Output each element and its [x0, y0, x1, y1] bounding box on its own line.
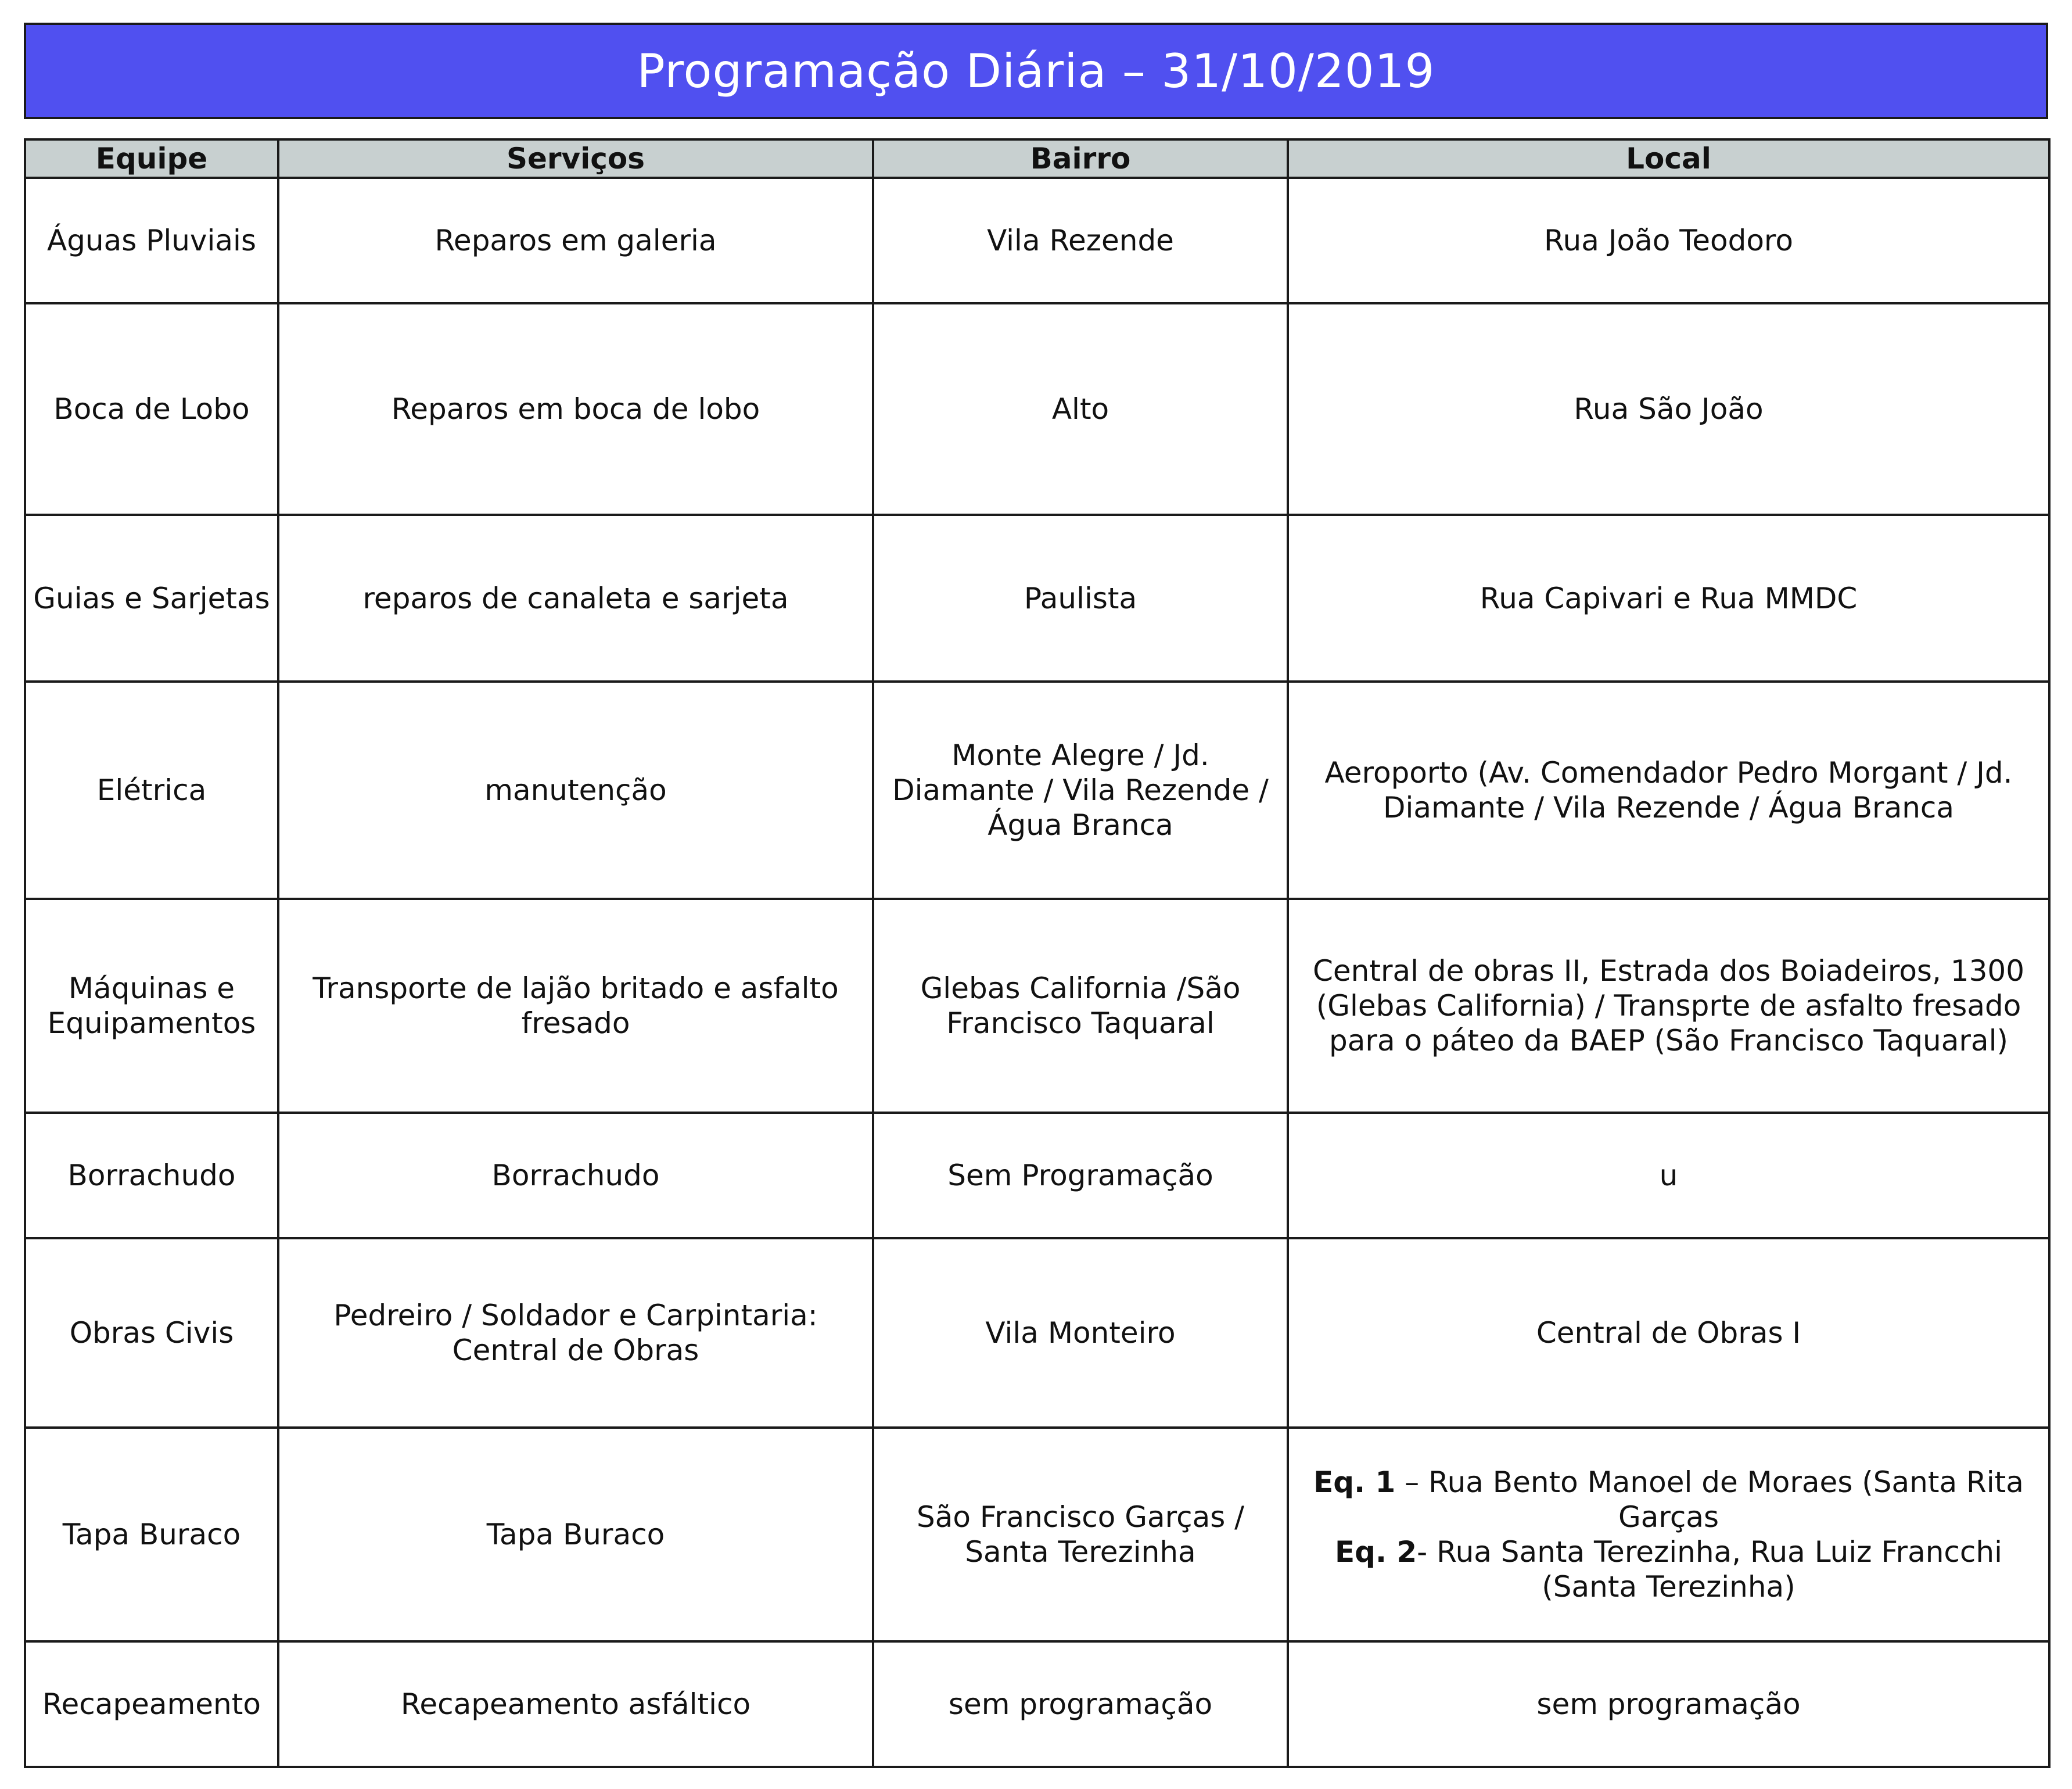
local-eq2-label: Eq. 2: [1335, 1535, 1417, 1569]
cell-local: u: [1288, 1113, 2049, 1238]
cell-local: Aeroporto (Av. Comendador Pedro Morgant / Jd. Diamante / Vila Rezende / Água Branca: [1288, 682, 2049, 899]
column-header-servicos: Serviços: [278, 139, 873, 178]
cell-servicos: reparos de canaleta e sarjeta: [278, 515, 873, 682]
page-title: Programação Diária – 31/10/2019: [24, 23, 2048, 119]
cell-bairro: Sem Programação: [873, 1113, 1288, 1238]
cell-servicos: Reparos em galeria: [278, 178, 873, 303]
table-row: [25, 899, 2049, 1113]
cell-bairro: Vila Rezende: [873, 178, 1288, 303]
cell-bairro: Paulista: [873, 515, 1288, 682]
cell-local: Central de Obras I: [1288, 1238, 2049, 1428]
cell-bairro: Vila Monteiro: [873, 1238, 1288, 1428]
cell-servicos: Recapeamento asfáltico: [278, 1641, 873, 1767]
cell-local: Rua São João: [1288, 303, 2049, 515]
local-eq2-text: - Rua Santa Terezinha, Rua Luiz Francchi (Santa Terezinha): [1417, 1535, 2002, 1604]
table-row: [25, 515, 2049, 682]
table-row: [25, 1641, 2049, 1767]
cell-local: Rua João Teodoro: [1288, 178, 2049, 303]
table-row: [25, 1238, 2049, 1428]
cell-servicos: Pedreiro / Soldador e Carpintaria: Central de Obras: [278, 1238, 873, 1428]
table-row: [25, 303, 2049, 515]
cell-bairro: Alto: [873, 303, 1288, 515]
local-eq1-text: – Rua Bento Manoel de Moraes (Santa Rita Garças: [1395, 1465, 2024, 1534]
cell-equipe: Guias e Sarjetas: [25, 515, 278, 682]
column-header-local: Local: [1288, 139, 2049, 178]
cell-equipe: Tapa Buraco: [25, 1428, 278, 1641]
cell-servicos: manutenção: [278, 682, 873, 899]
cell-bairro: São Francisco Garças / Santa Terezinha: [873, 1428, 1288, 1641]
column-header-equipe: Equipe: [25, 139, 278, 178]
cell-bairro: sem programação: [873, 1641, 1288, 1767]
cell-equipe: Borrachudo: [25, 1113, 278, 1238]
local-eq1-label: Eq. 1: [1313, 1465, 1396, 1499]
cell-local: [1288, 1428, 2049, 1641]
cell-equipe: Obras Civis: [25, 1238, 278, 1428]
cell-equipe: Máquinas e Equipamentos: [25, 899, 278, 1113]
cell-local: Central de obras II, Estrada dos Boiadeiros, 1300 (Glebas California) / Transprte de asfalto fresado para o páteo da BAEP (São Francisco Taquaral): [1288, 899, 2049, 1113]
cell-equipe: Elétrica: [25, 682, 278, 899]
cell-local: sem programação: [1288, 1641, 2049, 1767]
table-row: [25, 1113, 2049, 1238]
cell-bairro: Monte Alegre / Jd. Diamante / Vila Rezende / Água Branca: [873, 682, 1288, 899]
column-header-bairro: Bairro: [873, 139, 1288, 178]
cell-equipe: Recapeamento: [25, 1641, 278, 1767]
cell-servicos: Tapa Buraco: [278, 1428, 873, 1641]
local-eq2-line: [1295, 1535, 2042, 1604]
table-row: [25, 682, 2049, 899]
local-eq1-line: [1295, 1465, 2042, 1535]
cell-local: Rua Capivari e Rua MMDC: [1288, 515, 2049, 682]
cell-equipe: Boca de Lobo: [25, 303, 278, 515]
schedule-table: [24, 138, 2051, 1768]
cell-bairro: Glebas California /São Francisco Taquaral: [873, 899, 1288, 1113]
cell-equipe: Águas Pluviais: [25, 178, 278, 303]
table-row: [25, 178, 2049, 303]
table-header-row: [25, 139, 2049, 178]
cell-servicos: Borrachudo: [278, 1113, 873, 1238]
cell-servicos: Transporte de lajão britado e asfalto fresado: [278, 899, 873, 1113]
table-row: [25, 1428, 2049, 1641]
cell-servicos: Reparos em boca de lobo: [278, 303, 873, 515]
